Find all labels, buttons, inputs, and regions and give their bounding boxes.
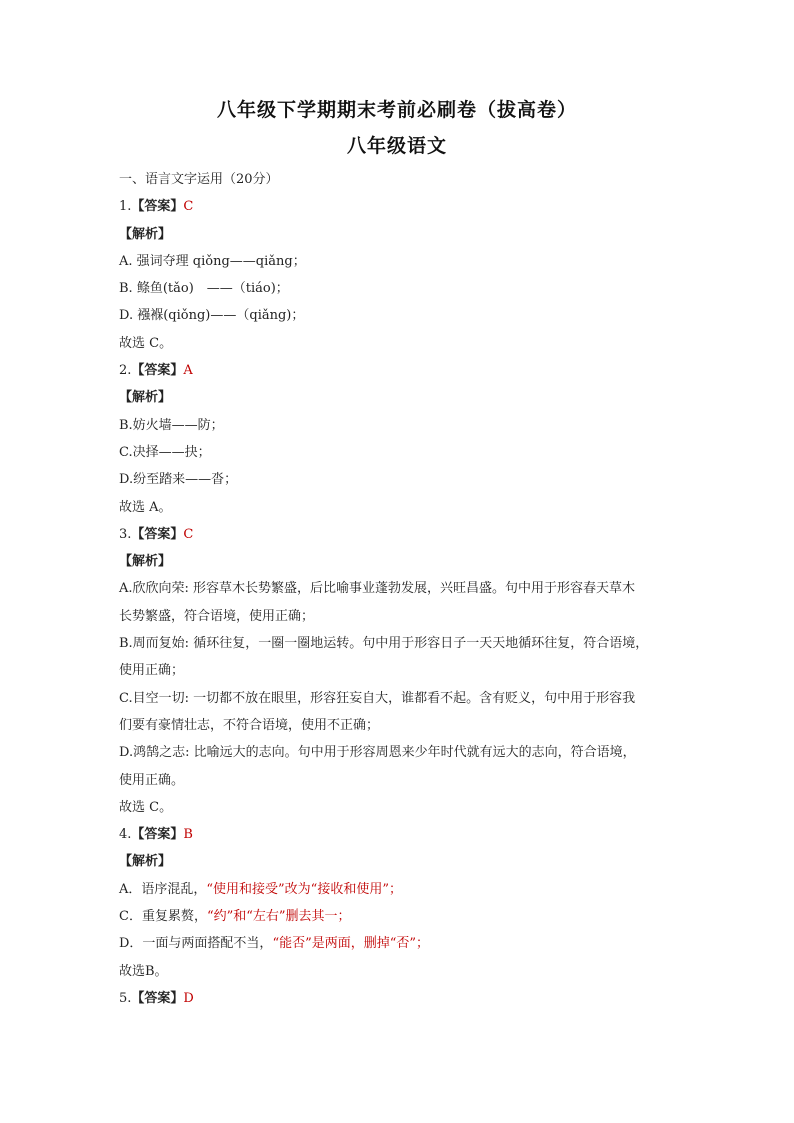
page-subtitle: 八年级语文 <box>346 135 447 157</box>
q3-analysis-tag: 【解析】 <box>119 554 172 570</box>
section-heading: 一、语言文字运用（20分） <box>119 172 279 187</box>
page-title: 八年级下学期期末考前必刷卷（拔高卷） <box>216 99 577 121</box>
q4-answer-value: B <box>183 827 193 843</box>
q4-answer <box>119 821 679 848</box>
q3-answer <box>119 521 679 548</box>
q4-analysis-tag: 【解析】 <box>119 854 172 870</box>
q3-number: 3. <box>119 526 132 542</box>
q3-answer-value: C <box>183 526 194 542</box>
q1-answer <box>119 193 679 220</box>
answer-tag: 【答案】 <box>131 827 184 843</box>
q1-analysis-line: D. 襁褓(qiǒng)——（qiǎng)； <box>119 308 305 324</box>
q3-analysis-line: 使用正确； <box>119 663 185 679</box>
q2-analysis-tag: 【解析】 <box>119 390 172 406</box>
answer-tag: 【答案】 <box>131 363 184 379</box>
q1-number: 1. <box>119 199 132 215</box>
q4-number: 4. <box>119 827 132 843</box>
q3-analysis-line: 长势繁盛，符合语境，使用正确； <box>119 608 315 624</box>
q5-answer-value: D <box>183 990 194 1006</box>
q4-analysis-line <box>119 930 679 957</box>
q3-conclusion: 故选 C。 <box>119 799 173 815</box>
q2-analysis-line: B.妨火墙——防； <box>119 417 224 433</box>
q4-correction-note: “使用和接受”改为“接收和使用”； <box>206 881 402 897</box>
q1-analysis-line: B. 鲦鱼(tǎo) ——（tiáo)； <box>119 281 289 297</box>
q1-answer-value: C <box>183 199 194 215</box>
q3-analysis-line: A.欣欣向荣: 形容草木长势繁盛，后比喻事业蓬勃发展，兴旺昌盛。句中用于形容春天草木 <box>119 581 636 597</box>
q5-answer <box>119 985 679 1012</box>
answer-tag: 【答案】 <box>131 526 184 542</box>
answer-tag: 【答案】 <box>131 990 184 1006</box>
q1-analysis-line: A. 强词夺理 qiǒng——qiǎng； <box>119 253 306 269</box>
q1-conclusion: 故选 C。 <box>119 335 173 351</box>
q2-analysis-line: D.纷至踏来——沓； <box>119 472 238 488</box>
q2-analysis-line: C.决择——抉； <box>119 444 211 460</box>
q4-error-type: C．重复累赘， <box>119 909 207 925</box>
q3-analysis-line: 使用正确。 <box>119 772 185 788</box>
q4-analysis-line <box>119 876 679 903</box>
q2-conclusion: 故选 A。 <box>119 499 172 515</box>
q4-correction-note: “能否”是两面，删掉“否”； <box>272 936 430 952</box>
q3-analysis-line: C.目空一切: 一切都不放在眼里，形容狂妄自大，谁都看不起。含有贬义，句中用于形容我 <box>119 690 636 706</box>
q1-analysis-tag: 【解析】 <box>119 226 172 242</box>
q3-analysis-line: 们要有豪情壮志，不符合语境，使用不正确； <box>119 717 380 733</box>
q4-analysis-line <box>119 903 679 930</box>
answer-tag: 【答案】 <box>131 199 184 215</box>
q3-analysis-line: B.周而复始: 循环往复，一圈一圈地运转。句中用于形容日子一天天地循环往复，符合语境， <box>119 636 649 652</box>
q3-analysis-line: D.鸿鹄之志: 比喻远大的志向。句中用于形容周恩来少年时代就有远大的志向，符合语境， <box>119 745 636 761</box>
q4-correction-note: “约”和“左右”删去其一； <box>206 909 351 925</box>
q4-conclusion: 故选B。 <box>119 963 168 979</box>
q5-number: 5. <box>119 990 132 1006</box>
q4-error-type: D．一面与两面搭配不当， <box>119 936 273 952</box>
q4-error-type: A．语序混乱， <box>119 881 207 897</box>
document-content <box>119 166 679 1012</box>
q2-number: 2. <box>119 363 132 379</box>
q2-answer <box>119 357 679 384</box>
q2-answer-value: A <box>183 363 193 379</box>
